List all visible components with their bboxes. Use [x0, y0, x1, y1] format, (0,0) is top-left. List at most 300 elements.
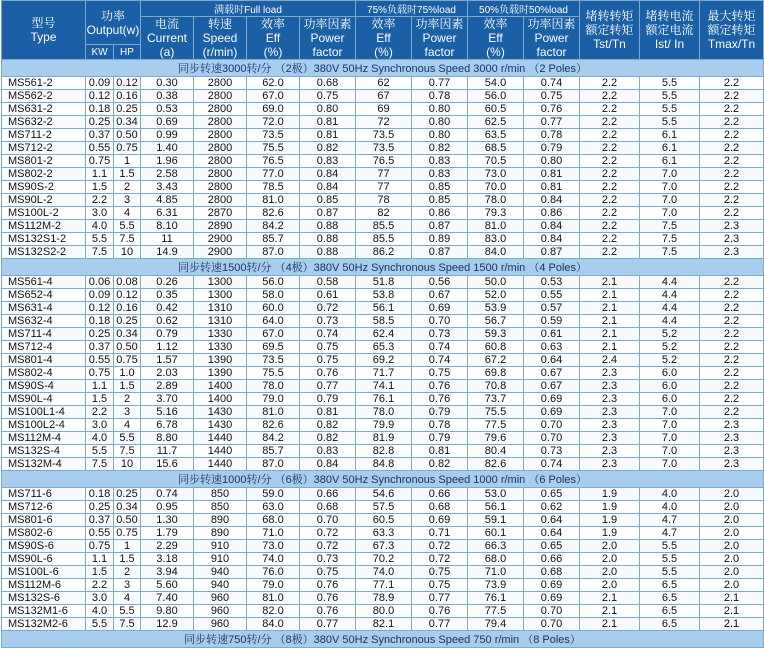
value-cell: 54.0 — [468, 77, 524, 90]
value-cell: 1.9 — [580, 527, 640, 540]
model-cell: MS632-2 — [2, 116, 86, 129]
value-cell: 2800 — [194, 155, 247, 168]
value-cell: 0.77 — [300, 380, 356, 393]
model-cell: MS562-2 — [2, 90, 86, 103]
table-row — [2, 393, 764, 406]
value-cell: 0.82 — [412, 142, 468, 155]
value-cell: 1310 — [194, 315, 247, 328]
value-cell: 80.4 — [468, 445, 524, 458]
value-cell: 4.4 — [640, 315, 700, 328]
value-cell: 2.0 — [700, 488, 764, 501]
table-row — [2, 458, 764, 471]
value-cell: 76.5 — [247, 155, 300, 168]
value-cell: 7.0 — [640, 458, 700, 471]
value-cell: 81.0 — [247, 406, 300, 419]
value-cell: 1 — [114, 155, 141, 168]
value-cell: 0.75 — [300, 90, 356, 103]
table-row — [2, 341, 764, 354]
value-cell: 79.0 — [247, 579, 300, 592]
value-cell: 3 — [114, 579, 141, 592]
header-tmax: 最大转矩 额定转矩 Tmax/Tn — [700, 1, 764, 60]
value-cell: 84.2 — [247, 432, 300, 445]
value-cell: 2.1 — [580, 315, 640, 328]
value-cell: 2.2 — [700, 155, 764, 168]
value-cell: 0.56 — [412, 276, 468, 289]
value-cell: 82 — [356, 207, 412, 220]
header-eff-75: 效率 Eff (%) — [356, 17, 412, 60]
value-cell: 1.5 — [86, 181, 114, 194]
value-cell: 14.9 — [141, 246, 194, 259]
value-cell: 5.2 — [640, 354, 700, 367]
value-cell: 5.5 — [640, 553, 700, 566]
value-cell: 0.70 — [300, 514, 356, 527]
value-cell: 7.5 — [86, 458, 114, 471]
section-title: 同步转速1500转/分 （4极）380V 50Hz Synchronous Speed 1500 r/min （4 Poles） — [2, 259, 764, 276]
value-cell: 0.84 — [300, 181, 356, 194]
value-cell: 0.70 — [524, 618, 580, 631]
value-cell: 81.0 — [468, 220, 524, 233]
value-cell: 0.81 — [412, 445, 468, 458]
value-cell: 4.7 — [640, 527, 700, 540]
value-cell: 3 — [114, 194, 141, 207]
value-cell: 0.09 — [86, 289, 114, 302]
value-cell: 76.1 — [356, 393, 412, 406]
value-cell: 78.0 — [468, 194, 524, 207]
value-cell: 2.2 — [580, 142, 640, 155]
value-cell: 2.2 — [700, 116, 764, 129]
value-cell: 5.2 — [640, 328, 700, 341]
value-cell: 2.2 — [580, 168, 640, 181]
value-cell: 0.76 — [524, 103, 580, 116]
value-cell: 1400 — [194, 380, 247, 393]
value-cell: 5.5 — [86, 445, 114, 458]
value-cell: 890 — [194, 527, 247, 540]
value-cell: 0.12 — [114, 77, 141, 90]
value-cell: 69.2 — [356, 354, 412, 367]
header-current: 电流 Current (a) — [141, 17, 194, 60]
model-cell: MS132M1-6 — [2, 605, 86, 618]
table-row — [2, 488, 764, 501]
value-cell: 3.43 — [141, 181, 194, 194]
value-cell: 76.1 — [468, 592, 524, 605]
model-cell: MS132M-4 — [2, 458, 86, 471]
value-cell: 74.0 — [247, 553, 300, 566]
value-cell: 2.1 — [580, 328, 640, 341]
value-cell: 0.72 — [300, 302, 356, 315]
value-cell: 85.5 — [356, 233, 412, 246]
value-cell: 910 — [194, 553, 247, 566]
section-title: 同步转速750转/分 （8极）380V 50Hz Synchronous Speed 750 r/min （8 Poles） — [2, 631, 764, 648]
value-cell: 0.08 — [114, 276, 141, 289]
value-cell: 2800 — [194, 194, 247, 207]
header-pf: 功率因素 Power factor — [300, 17, 356, 60]
value-cell: 1390 — [194, 354, 247, 367]
value-cell: 850 — [194, 501, 247, 514]
value-cell: 2.1 — [700, 592, 764, 605]
value-cell: 2.89 — [141, 380, 194, 393]
value-cell: 1.1 — [86, 168, 114, 181]
model-cell: MS632-4 — [2, 315, 86, 328]
value-cell: 0.78 — [412, 90, 468, 103]
value-cell: 0.68 — [300, 501, 356, 514]
value-cell: 0.75 — [412, 566, 468, 579]
header-75-load: 75%负载时75%load — [356, 1, 468, 17]
value-cell: 0.65 — [524, 540, 580, 553]
value-cell: 5.5 — [640, 566, 700, 579]
value-cell: 69.0 — [247, 103, 300, 116]
table-row — [2, 354, 764, 367]
model-cell: MS100L1-4 — [2, 406, 86, 419]
value-cell: 7.0 — [640, 419, 700, 432]
value-cell: 2.2 — [580, 246, 640, 259]
table-row — [2, 77, 764, 90]
value-cell: 0.76 — [300, 592, 356, 605]
value-cell: 2.2 — [700, 181, 764, 194]
value-cell: 2.2 — [580, 77, 640, 90]
value-cell: 75.5 — [247, 142, 300, 155]
value-cell: 0.61 — [524, 328, 580, 341]
value-cell: 0.88 — [300, 246, 356, 259]
value-cell: 2.0 — [700, 514, 764, 527]
value-cell: 0.73 — [412, 328, 468, 341]
table-row — [2, 289, 764, 302]
value-cell: 2800 — [194, 142, 247, 155]
value-cell: 0.67 — [412, 289, 468, 302]
model-cell: MS132S-6 — [2, 592, 86, 605]
value-cell: 72 — [356, 116, 412, 129]
table-row — [2, 380, 764, 393]
value-cell: 73.5 — [247, 354, 300, 367]
value-cell: 0.84 — [524, 233, 580, 246]
header-speed: 转速 Speed (r/min) — [194, 17, 247, 60]
value-cell: 82.1 — [356, 618, 412, 631]
value-cell: 67 — [356, 90, 412, 103]
value-cell: 0.18 — [86, 488, 114, 501]
value-cell: 0.55 — [86, 142, 114, 155]
value-cell: 2.2 — [700, 328, 764, 341]
value-cell: 84.2 — [247, 220, 300, 233]
value-cell: 2.3 — [700, 432, 764, 445]
header-hp: HP — [114, 45, 141, 60]
value-cell: 71.0 — [468, 566, 524, 579]
value-cell: 0.89 — [412, 233, 468, 246]
value-cell: 0.64 — [524, 354, 580, 367]
table-header — [2, 1, 764, 60]
value-cell: 0.83 — [412, 155, 468, 168]
header-model: 型号 Type — [2, 1, 86, 60]
value-cell: 5.5 — [640, 116, 700, 129]
value-cell: 4.0 — [640, 501, 700, 514]
value-cell: 6.0 — [640, 393, 700, 406]
value-cell: 85.7 — [247, 233, 300, 246]
value-cell: 2.2 — [580, 181, 640, 194]
value-cell: 0.68 — [412, 501, 468, 514]
value-cell: 82.6 — [247, 419, 300, 432]
table-row — [2, 432, 764, 445]
value-cell: 7.5 — [640, 233, 700, 246]
value-cell: 0.72 — [300, 540, 356, 553]
value-cell: 2.3 — [580, 445, 640, 458]
value-cell: 2.3 — [700, 233, 764, 246]
value-cell: 73.0 — [247, 540, 300, 553]
value-cell: 2 — [114, 181, 141, 194]
value-cell: 0.87 — [412, 246, 468, 259]
table-row — [2, 233, 764, 246]
value-cell: 73.5 — [356, 142, 412, 155]
model-cell: MS802-6 — [2, 527, 86, 540]
value-cell: 81.9 — [356, 432, 412, 445]
value-cell: 7.0 — [640, 194, 700, 207]
value-cell: 63.0 — [247, 501, 300, 514]
header-full-load: 满载时Full load — [141, 1, 356, 17]
value-cell: 58.5 — [356, 315, 412, 328]
value-cell: 0.42 — [141, 302, 194, 315]
value-cell: 2.3 — [700, 419, 764, 432]
value-cell: 7.0 — [640, 181, 700, 194]
value-cell: 0.71 — [412, 527, 468, 540]
value-cell: 0.75 — [114, 354, 141, 367]
table-row — [2, 445, 764, 458]
value-cell: 70.8 — [468, 380, 524, 393]
value-cell: 51.8 — [356, 276, 412, 289]
value-cell: 2.3 — [580, 406, 640, 419]
value-cell: 0.75 — [412, 367, 468, 380]
value-cell: 0.35 — [141, 289, 194, 302]
value-cell: 11.7 — [141, 445, 194, 458]
value-cell: 62 — [356, 77, 412, 90]
value-cell: 0.06 — [86, 276, 114, 289]
value-cell: 0.79 — [524, 142, 580, 155]
value-cell: 0.59 — [524, 315, 580, 328]
value-cell: 0.74 — [412, 354, 468, 367]
value-cell: 9.80 — [141, 605, 194, 618]
table-row — [2, 90, 764, 103]
value-cell: 4.0 — [86, 432, 114, 445]
value-cell: 0.87 — [300, 207, 356, 220]
value-cell: 0.74 — [412, 341, 468, 354]
value-cell: 2.2 — [86, 406, 114, 419]
value-cell: 12.9 — [141, 618, 194, 631]
value-cell: 56.1 — [468, 501, 524, 514]
value-cell: 1.5 — [86, 566, 114, 579]
value-cell: 0.66 — [300, 488, 356, 501]
value-cell: 2800 — [194, 181, 247, 194]
value-cell: 2.4 — [580, 354, 640, 367]
value-cell: 2.2 — [700, 168, 764, 181]
value-cell: 6.5 — [640, 618, 700, 631]
value-cell: 1.57 — [141, 354, 194, 367]
value-cell: 2.58 — [141, 168, 194, 181]
value-cell: 60.1 — [468, 527, 524, 540]
value-cell: 7.0 — [640, 406, 700, 419]
value-cell: 84.8 — [356, 458, 412, 471]
value-cell: 1.9 — [580, 501, 640, 514]
value-cell: 70.0 — [468, 181, 524, 194]
value-cell: 5.5 — [640, 540, 700, 553]
value-cell: 15.6 — [141, 458, 194, 471]
value-cell: 3.18 — [141, 553, 194, 566]
value-cell: 59.1 — [468, 514, 524, 527]
value-cell: 5.5 — [114, 432, 141, 445]
value-cell: 2900 — [194, 233, 247, 246]
model-cell: MS631-2 — [2, 103, 86, 116]
value-cell: 0.88 — [300, 233, 356, 246]
value-cell: 4 — [114, 419, 141, 432]
value-cell: 0.79 — [412, 432, 468, 445]
value-cell: 2.3 — [580, 419, 640, 432]
value-cell: 63.3 — [356, 527, 412, 540]
table-row — [2, 501, 764, 514]
value-cell: 7.5 — [114, 618, 141, 631]
value-cell: 69.8 — [468, 367, 524, 380]
value-cell: 0.74 — [300, 328, 356, 341]
value-cell: 73.0 — [468, 168, 524, 181]
value-cell: 0.57 — [524, 302, 580, 315]
value-cell: 0.99 — [141, 129, 194, 142]
value-cell: 2.1 — [580, 592, 640, 605]
value-cell: 0.80 — [300, 103, 356, 116]
value-cell: 0.77 — [412, 592, 468, 605]
model-cell: MS100L-6 — [2, 566, 86, 579]
value-cell: 2.1 — [700, 618, 764, 631]
model-cell: MS90L-2 — [2, 194, 86, 207]
value-cell: 0.84 — [300, 458, 356, 471]
value-cell: 79.3 — [468, 207, 524, 220]
value-cell: 1330 — [194, 341, 247, 354]
value-cell: 940 — [194, 579, 247, 592]
value-cell: 940 — [194, 566, 247, 579]
value-cell: 5.5 — [114, 605, 141, 618]
value-cell: 2800 — [194, 77, 247, 90]
value-cell: 79.4 — [468, 618, 524, 631]
value-cell: 64.0 — [247, 315, 300, 328]
value-cell: 0.16 — [114, 90, 141, 103]
value-cell: 0.26 — [141, 276, 194, 289]
value-cell: 0.50 — [114, 129, 141, 142]
value-cell: 60.5 — [356, 514, 412, 527]
value-cell: 0.75 — [412, 579, 468, 592]
value-cell: 6.78 — [141, 419, 194, 432]
value-cell: 73.7 — [468, 393, 524, 406]
model-cell: MS711-6 — [2, 488, 86, 501]
table-row — [2, 246, 764, 259]
value-cell: 0.75 — [86, 367, 114, 380]
value-cell: 2.2 — [700, 406, 764, 419]
value-cell: 2900 — [194, 246, 247, 259]
value-cell: 0.50 — [114, 341, 141, 354]
value-cell: 2.2 — [700, 380, 764, 393]
value-cell: 65.3 — [356, 341, 412, 354]
value-cell: 1430 — [194, 419, 247, 432]
value-cell: 0.74 — [524, 77, 580, 90]
value-cell: 80.0 — [356, 605, 412, 618]
value-cell: 63.5 — [468, 129, 524, 142]
value-cell: 0.64 — [524, 514, 580, 527]
value-cell: 0.78 — [412, 419, 468, 432]
value-cell: 0.80 — [412, 129, 468, 142]
value-cell: 0.83 — [300, 155, 356, 168]
value-cell: 1.40 — [141, 142, 194, 155]
value-cell: 84.0 — [468, 246, 524, 259]
value-cell: 0.82 — [300, 432, 356, 445]
value-cell: 0.77 — [412, 77, 468, 90]
value-cell: 84.0 — [247, 618, 300, 631]
value-cell: 0.12 — [86, 302, 114, 315]
value-cell: 0.83 — [300, 445, 356, 458]
value-cell: 1.5 — [114, 168, 141, 181]
value-cell: 0.75 — [114, 527, 141, 540]
value-cell: 2.1 — [580, 289, 640, 302]
value-cell: 0.75 — [300, 566, 356, 579]
value-cell: 0.25 — [114, 103, 141, 116]
value-cell: 0.75 — [86, 540, 114, 553]
value-cell: 77.5 — [468, 605, 524, 618]
table-row — [2, 181, 764, 194]
value-cell: 2.1 — [700, 605, 764, 618]
value-cell: 73.9 — [468, 579, 524, 592]
model-cell: MS132S-4 — [2, 445, 86, 458]
value-cell: 2.2 — [700, 142, 764, 155]
value-cell: 7.5 — [86, 246, 114, 259]
value-cell: 5.5 — [640, 103, 700, 116]
value-cell: 0.37 — [86, 129, 114, 142]
value-cell: 2 — [114, 566, 141, 579]
value-cell: 10 — [114, 458, 141, 471]
table-row — [2, 276, 764, 289]
value-cell: 1.1 — [86, 380, 114, 393]
value-cell: 0.25 — [86, 116, 114, 129]
value-cell: 6.5 — [640, 592, 700, 605]
value-cell: 0.55 — [86, 354, 114, 367]
value-cell: 0.76 — [412, 380, 468, 393]
value-cell: 0.81 — [300, 116, 356, 129]
value-cell: 0.78 — [524, 129, 580, 142]
value-cell: 2870 — [194, 207, 247, 220]
value-cell: 69.5 — [247, 341, 300, 354]
value-cell: 2 — [114, 393, 141, 406]
value-cell: 3.0 — [86, 592, 114, 605]
value-cell: 59.3 — [468, 328, 524, 341]
value-cell: 82.8 — [356, 445, 412, 458]
value-cell: 0.85 — [300, 194, 356, 207]
table-row — [2, 406, 764, 419]
value-cell: 2.03 — [141, 367, 194, 380]
value-cell: 2.3 — [700, 220, 764, 233]
value-cell: 0.16 — [114, 302, 141, 315]
value-cell: 0.79 — [300, 393, 356, 406]
value-cell: 56.7 — [468, 315, 524, 328]
value-cell: 7.0 — [640, 207, 700, 220]
value-cell: 0.79 — [412, 406, 468, 419]
section-header-row — [2, 631, 764, 648]
value-cell: 0.81 — [524, 168, 580, 181]
value-cell: 0.80 — [524, 155, 580, 168]
value-cell: 79.6 — [468, 432, 524, 445]
value-cell: 0.69 — [524, 393, 580, 406]
value-cell: 0.75 — [300, 341, 356, 354]
value-cell: 68.0 — [247, 514, 300, 527]
value-cell: 4.4 — [640, 276, 700, 289]
value-cell: 78.0 — [356, 406, 412, 419]
value-cell: 1.5 — [86, 393, 114, 406]
model-cell: MS90S-6 — [2, 540, 86, 553]
value-cell: 0.12 — [114, 289, 141, 302]
value-cell: 56.1 — [356, 302, 412, 315]
header-kw: KW — [86, 45, 114, 60]
value-cell: 0.12 — [86, 90, 114, 103]
value-cell: 70.2 — [356, 553, 412, 566]
value-cell: 850 — [194, 488, 247, 501]
